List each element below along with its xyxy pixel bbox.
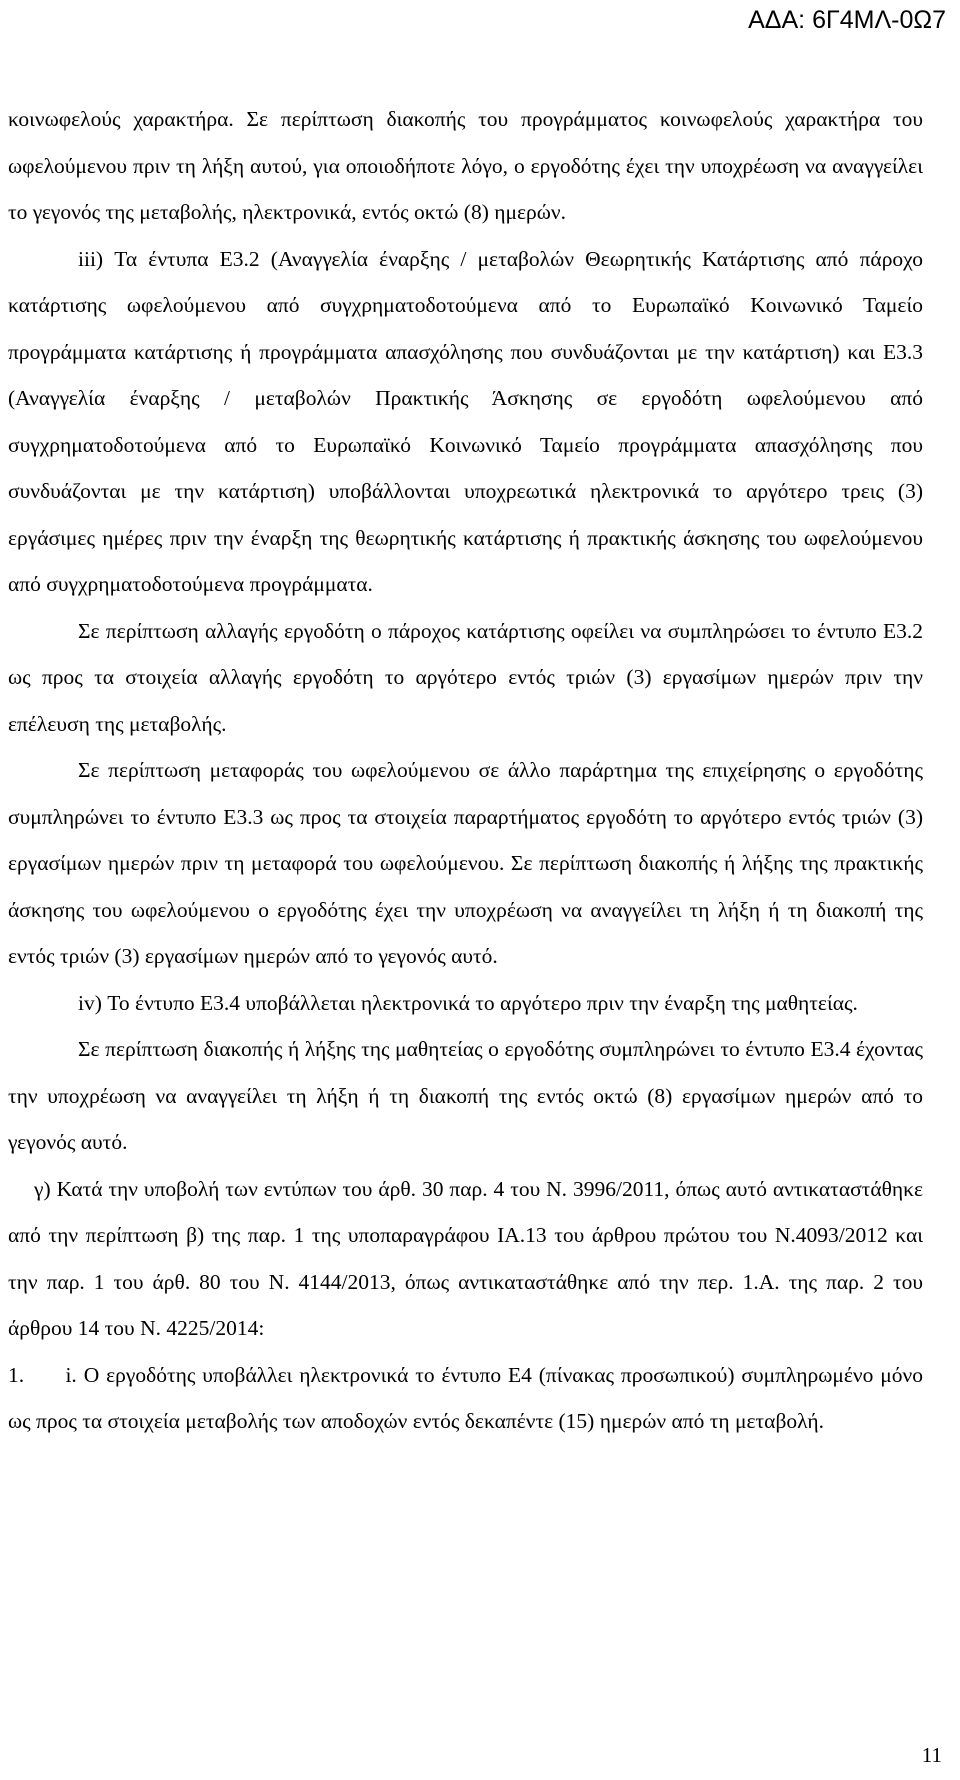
paragraph: γ) Κατά την υποβολή των εντύπων του άρθ. 30 παρ. 4 του Ν. 3996/2011, όπως αυτό αντικαταστάθηκε από την περίπτωση β) της παρ. 1 της υποπαραγράφου ΙΑ.13 του άρθρου πρώτου του Ν.4093/2012 και την παρ. 1 του άρθ. 80 του Ν. 4144/2013, όπως αντικαταστάθηκε από την περ. 1.Α. της παρ. 2 του άρθρου 14 του Ν. 4225/2014: (8, 1176, 923, 1340)
page-number: 11 (921, 1743, 942, 1767)
paragraph: Σε περίπτωση διακοπής ή λήξης της μαθητείας ο εργοδότης συμπληρώνει το έντυπο Ε3.4 έχοντας την υποχρέωση να αναγγείλει τη λήξη ή τη διακοπή της εντός οκτώ (8) εργασίμων ημερών από το γεγονός αυτό. (8, 1037, 923, 1154)
document-body (8, 96, 923, 1445)
list-sub-number: i. (65, 1362, 77, 1387)
list-item (8, 1352, 923, 1445)
paragraph: iv) Το έντυπο Ε3.4 υποβάλλεται ηλεκτρονικά το αργότερο πριν την έναρξη της μαθητείας. (78, 990, 858, 1015)
ada-header: ΑΔΑ: 6Γ4ΜΛ-0Ω7 (748, 6, 946, 34)
paragraph: κοινωφελούς χαρακτήρα. Σε περίπτωση διακοπής του προγράμματος κοινωφελούς χαρακτήρα του ωφελούμενου πριν τη λήξη αυτού, για οποιοδήποτε λόγο, ο εργοδότης έχει την υποχρέωση να αναγγείλει το γεγονός της μεταβολής, ηλεκτρονικά, εντός οκτώ (8) ημερών. (8, 107, 923, 224)
paragraph: iii) Τα έντυπα Ε3.2 (Αναγγελία έναρξης / μεταβολών Θεωρητικής Κατάρτισης από πάροχο κατάρτισης ωφελούμενου από συγχρηματοδοτούμενα από το Ευρωπαϊκό Κοινωνικό Ταμείο προγράμματα κατάρτισης ή προγράμματα απασχόλησης που συνδυάζονται με την κατάρτιση) και Ε3.3 (Αναγγελία έναρξης / μεταβολών Πρακτικής Άσκησης σε εργοδότη ωφελούμενου από συγχρηματοδοτούμενα από το Ευρωπαϊκό Κοινωνικό Ταμείο προγράμματα απασχόλησης που συνδυάζονται με την κατάρτιση) υποβάλλονται υποχρεωτικά ηλεκτρονικά το αργότερο τρεις (3) εργάσιμες ημέρες πριν την έναρξη της θεωρητικής κατάρτισης ή πρακτικής άσκησης του ωφελούμενου από συγχρηματοδοτούμενα προγράμματα. (8, 246, 923, 596)
list-item-text: Ο εργοδότης υποβάλλει ηλεκτρονικά το έντυπο Ε4 (πίνακας προσωπικού) συμπληρωμένο μόνο ως προς τα στοιχεία μεταβολής των αποδοχών εντός δεκαπέντε (15) ημερών από τη μεταβολή. (8, 1362, 924, 1433)
paragraph: Σε περίπτωση αλλαγής εργοδότη ο πάροχος κατάρτισης οφείλει να συμπληρώσει το έντυπο Ε3.2 ως προς τα στοιχεία αλλαγής εργοδότη το αργότερο εντός τριών (3) εργασίμων ημερών πριν την επέλευση της μεταβολής. (8, 618, 923, 736)
list-number: 1. (8, 1362, 25, 1387)
paragraph: Σε περίπτωση μεταφοράς του ωφελούμενου σε άλλο παράρτημα της επιχείρησης ο εργοδότης συμπληρώνει το έντυπο Ε3.3 ως προς τα στοιχεία παραρτήματος εργοδότη το αργότερο εντός τριών (3) εργασίμων ημερών πριν τη μεταφορά του ωφελούμενου. Σε περίπτωση διακοπής ή λήξης της πρακτικής άσκησης του ωφελούμενου ο εργοδότης έχει την υποχρέωση να αναγγείλει τη λήξη ή τη διακοπή της εντός τριών (3) εργασίμων ημερών από το γεγονός αυτό. (8, 758, 923, 968)
